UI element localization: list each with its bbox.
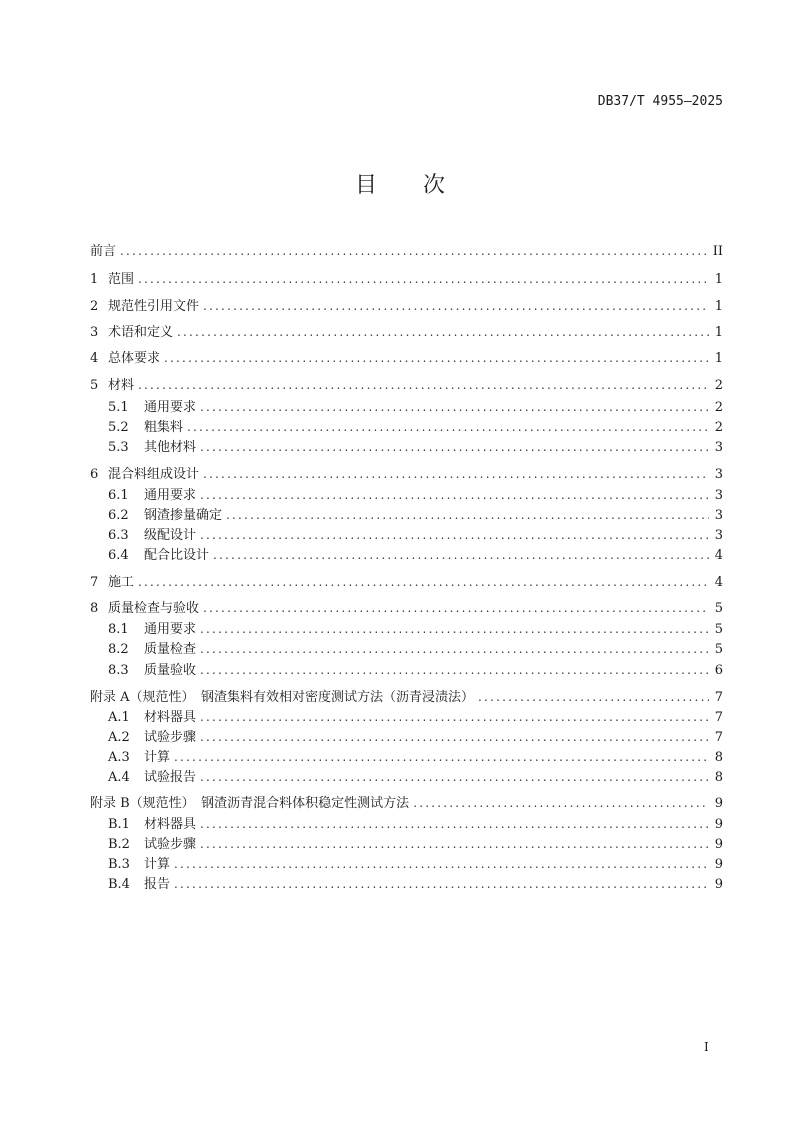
toc-entry-number: A.2 xyxy=(108,730,130,745)
toc-entry-page: 9 xyxy=(714,877,723,892)
dot-leader xyxy=(203,297,709,315)
toc-entry-number: 5 xyxy=(90,378,99,393)
toc-entry-page: 8 xyxy=(714,770,723,785)
toc-entry-label: 配合比设计 xyxy=(144,548,210,563)
dot-leader xyxy=(164,349,709,367)
dot-leader xyxy=(200,815,709,833)
toc-entry-page: 3 xyxy=(714,528,723,543)
toc-entry-page: 2 xyxy=(714,400,723,415)
toc-entry-label: 通用要求 xyxy=(144,488,197,503)
toc-entry-number: B.3 xyxy=(108,857,130,872)
toc-entry-label: 术语和定义 xyxy=(108,325,174,340)
toc-entry[interactable] xyxy=(90,270,723,288)
toc-entry-page: 2 xyxy=(714,420,723,435)
toc-entry-number: A.1 xyxy=(108,710,130,725)
toc-entry-page: 8 xyxy=(714,750,723,765)
toc-subentry[interactable] xyxy=(108,486,723,504)
toc-entry-label: 通用要求 xyxy=(144,622,197,637)
toc-entry-page: 6 xyxy=(714,663,723,678)
dot-leader xyxy=(138,270,709,288)
toc-entry-number: 8.2 xyxy=(108,642,129,657)
toc-entry-page: 1 xyxy=(714,351,723,366)
toc-entry-label: 材料器具 xyxy=(144,817,197,832)
toc-subentry[interactable] xyxy=(108,506,723,524)
toc-subentry[interactable] xyxy=(108,438,723,456)
dot-leader xyxy=(203,465,709,483)
toc-entry-page: 7 xyxy=(714,690,723,705)
toc-entry-label: 计算 xyxy=(144,750,171,765)
page-title-char-2: 次 xyxy=(423,173,446,198)
toc-entry[interactable] xyxy=(90,376,723,394)
toc-entry-number: 6.2 xyxy=(108,508,129,523)
toc-entry-label: 试验步骤 xyxy=(144,837,197,852)
toc-entry-label: 范围 xyxy=(108,272,135,287)
dot-leader xyxy=(200,835,709,853)
toc-entry-number: A.4 xyxy=(108,770,130,785)
toc-subentry[interactable] xyxy=(108,768,723,786)
toc-subentry[interactable] xyxy=(108,661,723,679)
toc-entry-label: 材料 xyxy=(108,378,135,393)
toc-entry-label: 级配设计 xyxy=(144,528,197,543)
toc-entry[interactable] xyxy=(90,323,723,341)
toc-entry-page: 1 xyxy=(714,299,723,314)
toc-entry-page: 3 xyxy=(714,440,723,455)
toc-entry-number: 8 xyxy=(90,601,99,616)
toc-subentry[interactable] xyxy=(108,835,723,853)
page-title-char-1: 目 xyxy=(354,173,377,198)
toc-subentry[interactable] xyxy=(108,748,723,766)
standard-code: DB37/T 4955—2025 xyxy=(597,94,723,109)
toc-entry-number: 6.1 xyxy=(108,488,129,503)
toc-entry-number: 3 xyxy=(90,325,99,340)
dot-leader xyxy=(200,438,709,456)
toc-entry-label: 粗集料 xyxy=(144,420,184,435)
dot-leader xyxy=(203,599,709,617)
toc-subentry[interactable] xyxy=(108,398,723,416)
toc-entry-label: 报告 xyxy=(144,877,171,892)
toc-entry-page: 1 xyxy=(714,325,723,340)
toc-entry-page: 9 xyxy=(714,817,723,832)
dot-leader xyxy=(200,486,709,504)
dot-leader xyxy=(177,323,709,341)
toc-entry-label: 其他材料 xyxy=(144,440,197,455)
dot-leader xyxy=(174,748,709,766)
toc-subentry[interactable] xyxy=(108,855,723,873)
toc-entry-page: 7 xyxy=(714,710,723,725)
dot-leader xyxy=(200,398,709,416)
toc-subentry[interactable] xyxy=(108,526,723,544)
toc-entry-number: B.1 xyxy=(108,817,130,832)
dot-leader xyxy=(138,376,709,394)
dot-leader xyxy=(226,506,709,524)
toc-entry[interactable] xyxy=(90,242,723,260)
toc-entry-label: 试验报告 xyxy=(144,770,197,785)
toc-entry-number: 6.3 xyxy=(108,528,129,543)
toc-entry-label: 通用要求 xyxy=(144,400,197,415)
dot-leader xyxy=(174,855,709,873)
toc-entry-label: 材料器具 xyxy=(144,710,197,725)
toc-entry-number: 1 xyxy=(90,272,99,287)
dot-leader xyxy=(413,794,709,812)
toc-subentry[interactable] xyxy=(108,546,723,564)
dot-leader xyxy=(187,418,709,436)
dot-leader xyxy=(200,768,709,786)
dot-leader xyxy=(200,620,709,638)
toc-subentry[interactable] xyxy=(108,815,723,833)
toc-entry-page: 9 xyxy=(714,857,723,872)
toc-entry-label: 总体要求 xyxy=(108,351,161,366)
toc-entry[interactable] xyxy=(90,465,723,483)
toc-entry-label: 施工 xyxy=(108,575,135,590)
toc-entry-label: 附录 B（规范性） 钢渣沥青混合料体积稳定性测试方法 xyxy=(90,796,410,811)
toc-entry-page: 7 xyxy=(714,730,723,745)
toc-entry-page: 3 xyxy=(714,467,723,482)
toc-entry-page: 5 xyxy=(714,622,723,637)
toc-entry-label: 质量检查与验收 xyxy=(108,601,200,616)
toc-entry-number: 5.1 xyxy=(108,400,129,415)
toc-entry-number: 6.4 xyxy=(108,548,129,563)
toc-entry-page: 3 xyxy=(714,488,723,503)
dot-leader xyxy=(200,728,709,746)
toc-subentry[interactable] xyxy=(108,875,723,893)
toc-entry[interactable] xyxy=(90,297,723,315)
toc-entry-number: 5.2 xyxy=(108,420,129,435)
toc-entry-page: 1 xyxy=(714,272,723,287)
toc-subentry[interactable] xyxy=(108,620,723,638)
dot-leader xyxy=(174,875,709,893)
toc-entry[interactable] xyxy=(90,349,723,367)
footer-page-number: I xyxy=(704,1040,709,1054)
toc-entry[interactable] xyxy=(90,599,723,617)
toc-entry-label: 计算 xyxy=(144,857,171,872)
toc-entry-page: 2 xyxy=(714,378,723,393)
toc-subentry[interactable] xyxy=(108,418,723,436)
toc-entry-label: 试验步骤 xyxy=(144,730,197,745)
toc-entry-number: 5.3 xyxy=(108,440,129,455)
toc-entry-page: 5 xyxy=(714,642,723,657)
toc-subentry[interactable] xyxy=(108,708,723,726)
toc-entry-page: 9 xyxy=(714,796,723,811)
dot-leader xyxy=(478,688,709,706)
toc-entry-page: 4 xyxy=(714,548,723,563)
toc-entry-number: B.4 xyxy=(108,877,130,892)
toc-entry-number: A.3 xyxy=(108,750,130,765)
toc-entry-page: 5 xyxy=(714,601,723,616)
dot-leader xyxy=(200,708,709,726)
toc-entry-number: 8.1 xyxy=(108,622,129,637)
toc-entry-label: 质量检查 xyxy=(144,642,197,657)
toc-entry-number: 4 xyxy=(90,351,99,366)
toc-entry-page: 3 xyxy=(714,508,723,523)
toc-subentry[interactable] xyxy=(108,728,723,746)
dot-leader xyxy=(200,640,709,658)
toc-entry[interactable] xyxy=(90,688,723,706)
page-title xyxy=(0,168,800,199)
dot-leader xyxy=(138,573,709,591)
toc-entry-page: 9 xyxy=(714,837,723,852)
toc-entry-number: 6 xyxy=(90,467,99,482)
toc-entry-label: 前言 xyxy=(90,244,117,259)
toc-entry-number: 8.3 xyxy=(108,663,129,678)
toc-entry-number: 2 xyxy=(90,299,99,314)
toc-entry-page: II xyxy=(712,244,723,259)
toc-entry[interactable] xyxy=(90,573,723,591)
dot-leader xyxy=(200,526,709,544)
toc-entry-label: 规范性引用文件 xyxy=(108,299,200,314)
toc-entry[interactable] xyxy=(90,794,723,812)
toc-entry-number: 7 xyxy=(90,575,99,590)
toc-entry-label: 附录 A（规范性） 钢渣集料有效相对密度测试方法（沥青浸渍法） xyxy=(90,690,475,705)
dot-leader xyxy=(213,546,709,564)
toc-entry-label: 钢渣掺量确定 xyxy=(144,508,223,523)
toc-entry-page: 4 xyxy=(714,575,723,590)
toc-entry-number: B.2 xyxy=(108,837,130,852)
toc-entry-label: 质量验收 xyxy=(144,663,197,678)
toc-subentry[interactable] xyxy=(108,640,723,658)
toc-entry-label: 混合料组成设计 xyxy=(108,467,200,482)
dot-leader xyxy=(200,661,709,679)
dot-leader xyxy=(120,242,709,260)
